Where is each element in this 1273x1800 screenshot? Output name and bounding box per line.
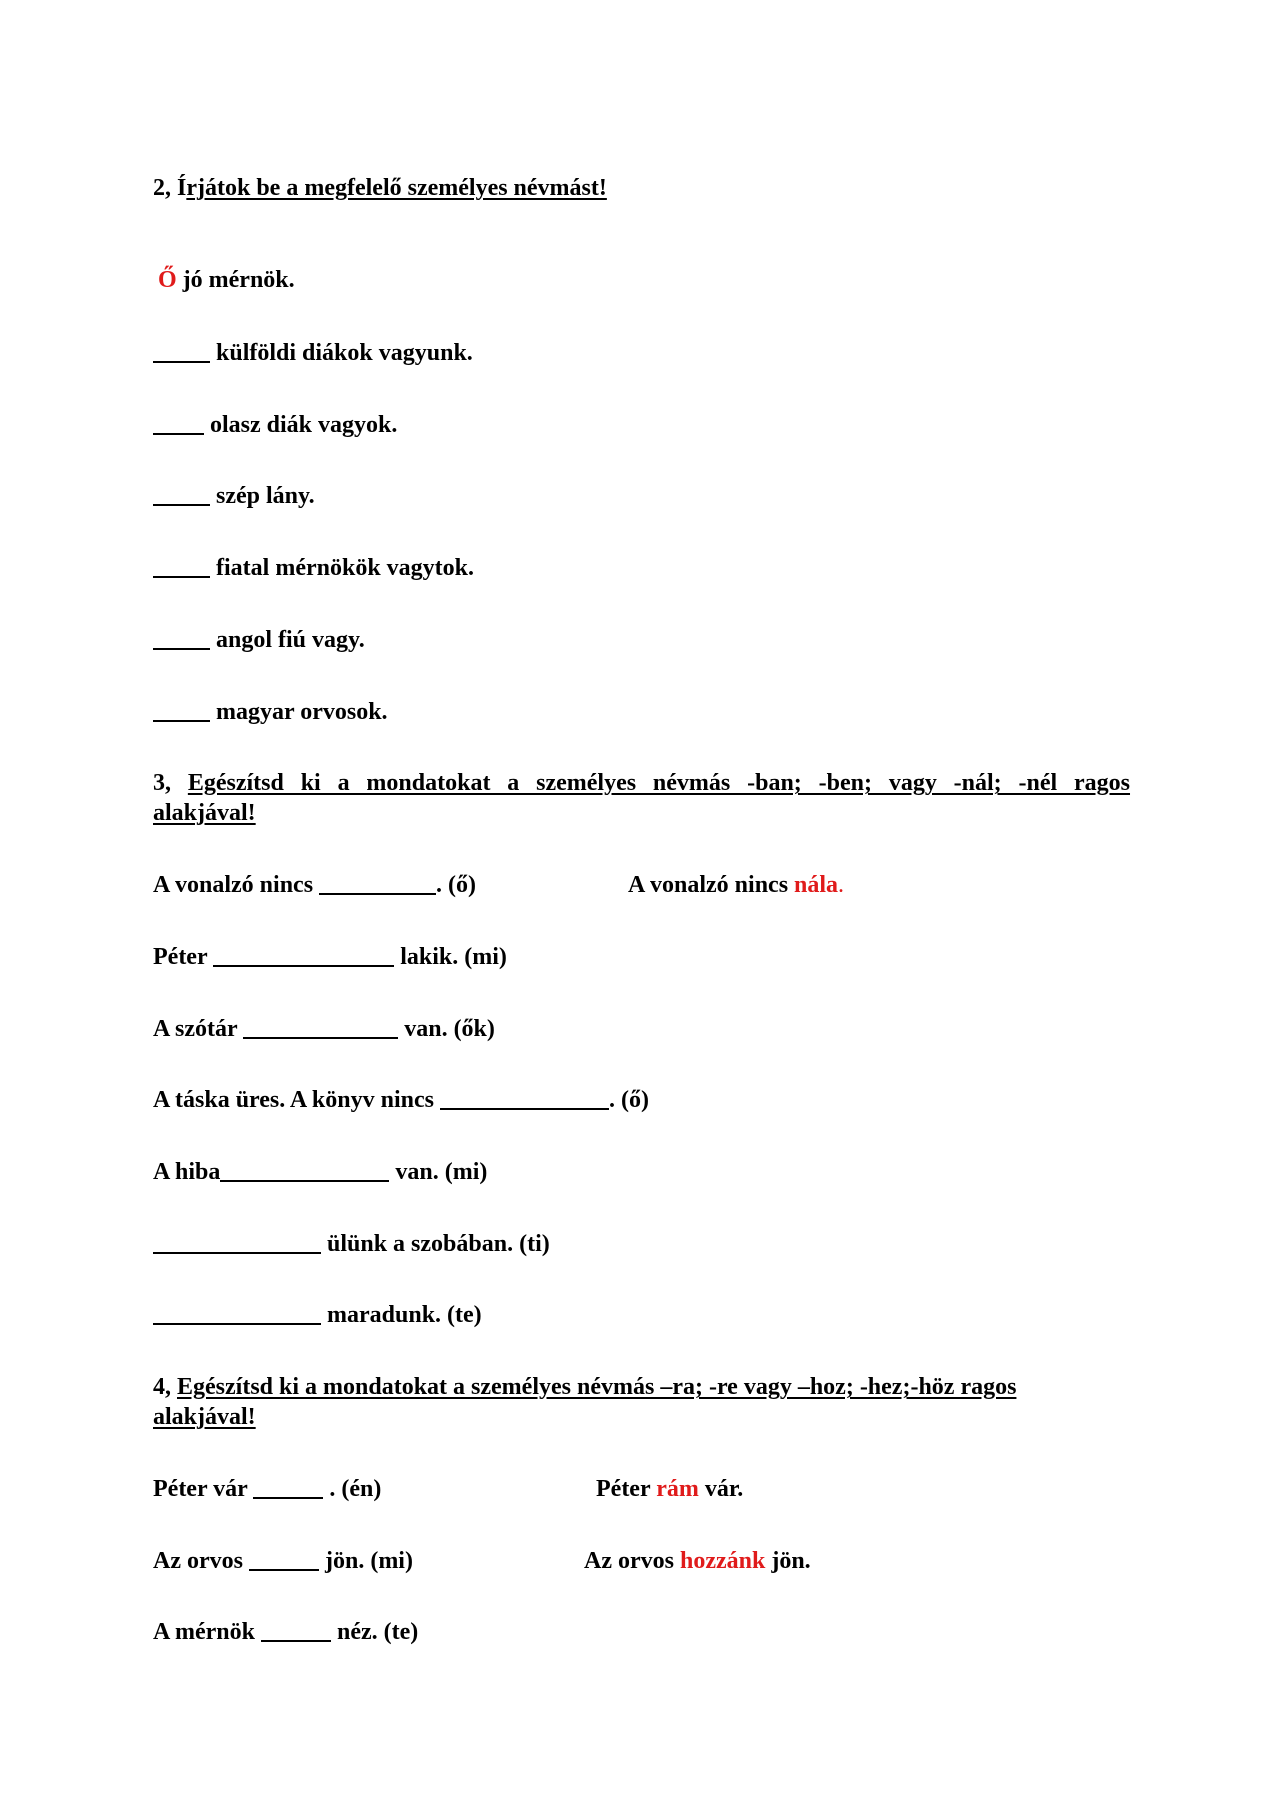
- solution-text: .: [838, 872, 845, 898]
- item-text: jön. (mi): [318, 1548, 413, 1574]
- item-text: lakik. (mi): [394, 944, 507, 970]
- answer-blank[interactable]: [319, 873, 436, 895]
- solution-answer: rám: [656, 1476, 699, 1502]
- item-text: A vonalzó nincs: [153, 872, 320, 898]
- answer-blank[interactable]: [243, 1017, 398, 1039]
- item-text: Péter: [153, 944, 214, 970]
- item-text: . (ő): [608, 1087, 649, 1113]
- item-text: van. (ők): [398, 1016, 495, 1042]
- heading-text: alakjával!: [153, 800, 256, 826]
- item-text: Az orvos: [153, 1548, 249, 1574]
- item-text: magyar orvosok.: [210, 699, 388, 725]
- exercise-item: [153, 411, 397, 439]
- exercise-item: [153, 1158, 487, 1186]
- item-text: . (ő): [436, 872, 477, 898]
- exercise-item: [153, 1015, 495, 1043]
- heading-text: alakjával!: [153, 1404, 256, 1430]
- heading-text: Egészítsd ki a mondatokat a személyes névmás –ra; -re vagy –hoz; -hez;-höz ragos: [177, 1374, 1017, 1400]
- exercise-item: [153, 1086, 649, 1114]
- example-sentence: [158, 266, 295, 294]
- exercise-item: [153, 1618, 418, 1646]
- solution-text: jön.: [765, 1548, 811, 1574]
- section-3-heading-cont: [153, 799, 256, 827]
- item-text: ülünk a szobában. (ti): [321, 1231, 550, 1257]
- item-text: Péter vár: [153, 1476, 254, 1502]
- answer-blank[interactable]: [220, 1160, 389, 1182]
- exercise-item: [153, 482, 315, 510]
- solution-answer: nála: [794, 872, 839, 898]
- item-text: angol fiú vagy.: [210, 627, 365, 653]
- example-answer: Ő: [158, 267, 177, 293]
- exercise-item: [153, 626, 365, 654]
- section-number: 2,: [153, 175, 177, 201]
- section-3-heading: [153, 769, 1130, 797]
- answer-blank[interactable]: [153, 341, 210, 363]
- answer-blank[interactable]: [261, 1620, 331, 1642]
- section-number: 4,: [153, 1374, 177, 1400]
- item-text: maradunk. (te): [321, 1302, 482, 1328]
- heading-text: rjátok be a megfelelő személyes névmást!: [186, 175, 607, 201]
- solution-text: vár.: [698, 1476, 744, 1502]
- exercise-item: [153, 1230, 550, 1258]
- item-text: A mérnök: [153, 1619, 261, 1645]
- item-text: A hiba: [153, 1159, 221, 1185]
- item-text: A szótár: [153, 1016, 244, 1042]
- answer-blank[interactable]: [153, 1232, 321, 1254]
- exercise-item: [153, 554, 474, 582]
- exercise-item: [153, 1301, 482, 1329]
- item-text: külföldi diákok vagyunk.: [210, 340, 473, 366]
- answer-blank[interactable]: [153, 484, 210, 506]
- answer-blank[interactable]: [153, 700, 210, 722]
- answer-blank[interactable]: [253, 1477, 323, 1499]
- example-solution: [628, 871, 844, 899]
- answer-blank[interactable]: [153, 1303, 321, 1325]
- example-text: jó mérnök.: [176, 267, 295, 293]
- heading-text: Egészítsd ki a mondatokat a személyes névmás -ban; -ben; vagy -nál; -nél ragos: [187, 770, 1131, 796]
- answer-blank[interactable]: [213, 945, 394, 967]
- example-sentence: [153, 1475, 381, 1503]
- item-text: . (én): [323, 1476, 382, 1502]
- item-text: fiatal mérnökök vagytok.: [210, 555, 474, 581]
- item-text: néz. (te): [331, 1619, 419, 1645]
- solution-text: Péter: [596, 1476, 657, 1502]
- answer-blank[interactable]: [153, 556, 210, 578]
- item-text: van. (mi): [389, 1159, 488, 1185]
- item-text: A táska üres. A könyv nincs: [153, 1087, 440, 1113]
- example-sentence: [153, 1547, 413, 1575]
- exercise-item: [153, 943, 507, 971]
- section-number: 3,: [153, 770, 188, 796]
- section-2-heading: [153, 174, 607, 202]
- example-solution: [596, 1475, 743, 1503]
- exercise-item: [153, 339, 473, 367]
- solution-text: A vonalzó nincs: [628, 872, 795, 898]
- section-4-heading-cont: [153, 1403, 256, 1431]
- answer-blank[interactable]: [153, 628, 210, 650]
- example-sentence: [153, 871, 476, 899]
- solution-text: Az orvos: [584, 1548, 680, 1574]
- answer-blank[interactable]: [440, 1088, 609, 1110]
- answer-blank[interactable]: [249, 1549, 319, 1571]
- answer-blank[interactable]: [153, 413, 204, 435]
- item-text: olasz diák vagyok.: [204, 412, 398, 438]
- exercise-item: [153, 698, 388, 726]
- section-4-heading: [153, 1373, 1016, 1401]
- example-solution: [584, 1547, 811, 1575]
- heading-first-letter: Í: [177, 175, 187, 201]
- solution-answer: hozzánk: [679, 1548, 766, 1574]
- item-text: szép lány.: [210, 483, 315, 509]
